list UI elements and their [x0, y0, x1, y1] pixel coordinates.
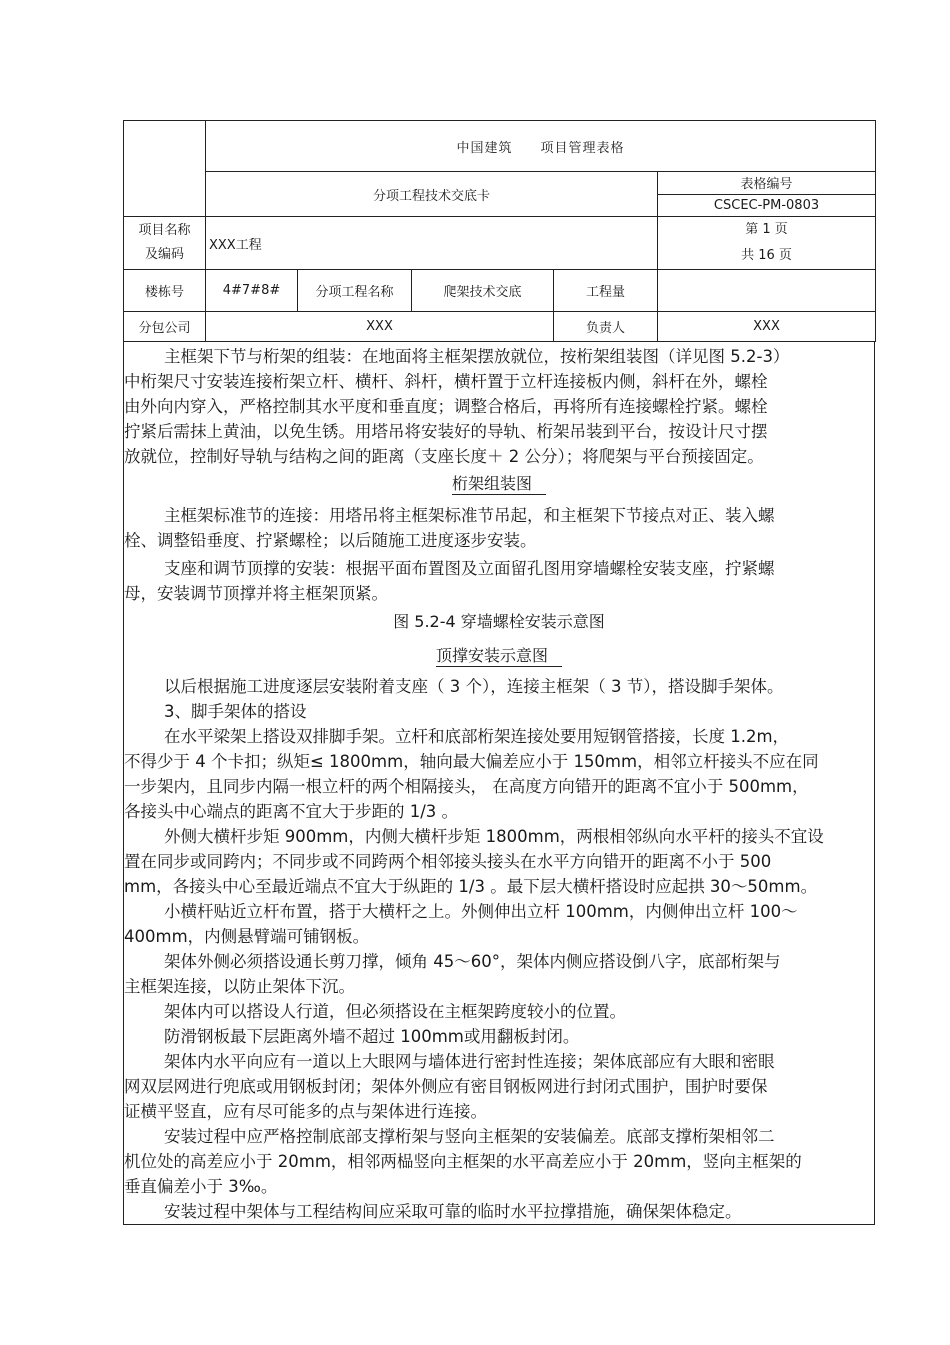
- subcontractor-label: 分包公司: [124, 312, 206, 342]
- text-line: 放就位，控制好导轨与结构之间的距离（支座长度＋ 2 公分）；将爬架与平台预接固定。: [124, 447, 764, 466]
- form-header-title: [206, 121, 876, 172]
- text-line: 拧紧后需抹上黄油，以免生锈。用塔吊将安装好的导轨、桁架吊装到平台，按设计尺寸摆: [124, 422, 768, 441]
- text-line: 架体内可以搭设人行道，但必须搭设在主框架跨度较小的位置。: [164, 1002, 626, 1021]
- subproject-label: 分项工程名称: [298, 270, 412, 312]
- text-line: 架体内水平向应有一道以上大眼网与墙体进行密封性连接；架体底部应有大眼和密眼: [164, 1052, 775, 1071]
- text-line: 安装过程中应严格控制底部支撑桁架与竖向主框架的安装偏差。底部支撑桁架相邻二: [164, 1127, 775, 1146]
- subproject-value: 爬架技术交底: [412, 270, 554, 312]
- text-line: 置在同步或同跨内；不同步或不同跨两个相邻接头接头在水平方向错开的距离不小于 500: [124, 852, 772, 871]
- text-line: 母，安装调节顶撑并将主框架顶紧。: [124, 584, 388, 603]
- text-line: 架体外侧必须搭设通长剪刀撑，倾角 45～60°，架体内侧应搭设倒八字，底部桁架与: [164, 952, 781, 971]
- building-value: 4#7#8#: [206, 270, 298, 312]
- text-line: 小横杆贴近立杆布置，搭于大横杆之上。外侧伸出立杆 100mm，内侧伸出立杆 100～: [164, 902, 798, 921]
- page-info: [658, 217, 876, 270]
- quantity-value: [658, 270, 876, 312]
- form-number-label: 表格编号: [658, 172, 876, 195]
- quantity-label: 工程量: [554, 270, 658, 312]
- text-line: 中桁架尺寸安装连接桁架立杆、横杆、斜杆，横杆置于立杆连接板内侧，斜杆在外，螺栓: [124, 372, 768, 391]
- project-label: [124, 217, 206, 270]
- text-line: 机位处的高差应小于 20mm，相邻两榀竖向主框架的水平高差应小于 20mm，竖向主框架的: [124, 1152, 802, 1171]
- text-line: 以后根据施工进度逐层安装附着支座（ 3 个），连接主框架（ 3 节），搭设脚手架体。: [164, 677, 784, 696]
- text-line: 不得少于 4 个卡扣；纵矩≤ 1800mm，轴向最大偏差应小于 150mm，相邻立杆接头不应在同: [124, 752, 819, 771]
- header-table: [123, 120, 876, 342]
- text-line: 垂直偏差小于 3‰。: [124, 1177, 278, 1196]
- building-label: 楼栋号: [124, 270, 206, 312]
- text-line: 主框架标准节的连接：用塔吊将主框架标准节吊起，和主框架下节接点对正、装入螺: [164, 506, 775, 525]
- company-name: 中国建筑: [456, 140, 513, 156]
- manager-value: XXX: [658, 312, 876, 342]
- content-body: [123, 342, 875, 1225]
- figure-caption: [124, 644, 874, 668]
- text-line: mm，各接头中心至最近端点不宜大于纵距的 1/3 。最下层大横杆搭设时应起拱 30～50mm。: [124, 877, 818, 896]
- text-line: 主框架连接，以防止架体下沉。: [124, 977, 355, 996]
- text-line: 外侧大横杆步矩 900mm，内侧大横杆步矩 1800mm，两根相邻纵向水平杆的接头不宜设: [164, 827, 824, 846]
- form-sheet: [123, 120, 875, 1225]
- top-brace-caption: 顶撑安装示意图: [436, 646, 562, 667]
- project-label-line2: 及编码: [144, 247, 184, 262]
- text-line: 网双层网进行兜底或用钢板封闭；架体外侧应有密目钢板网进行封闭式围护，围护时要保: [124, 1077, 768, 1096]
- text-line: 栓、调整铅垂度、拧紧螺栓；以后随施工进度逐步安装。: [124, 531, 537, 550]
- card-title: 分项工程技术交底卡: [206, 172, 658, 217]
- text-line: 证横平竖直，应有尽可能多的点与架体进行连接。: [124, 1102, 487, 1121]
- text-line: 400mm，内侧悬臂端可铺钢板。: [124, 927, 370, 946]
- logo-cell: [124, 121, 206, 217]
- form-title: 项目管理表格: [540, 140, 625, 156]
- manager-label: 负责人: [554, 312, 658, 342]
- figure-caption: [124, 472, 874, 496]
- project-label-line1: 项目名称: [138, 223, 191, 238]
- text-line: 防滑钢板最下层距离外墙不超过 100mm或用翻板封闭。: [164, 1027, 580, 1046]
- text-line: 一步架内，且同步内隔一根立杆的两个相隔接头， 在高度方向错开的距离不宜小于 500mm，: [124, 777, 809, 796]
- text-line: 安装过程中架体与工程结构间应采取可靠的临时水平拉撑措施，确保架体稳定。: [164, 1202, 742, 1221]
- text-line: 支座和调节顶撑的安装：根据平面布置图及立面留孔图用穿墙螺栓安装支座，拧紧螺: [164, 559, 775, 578]
- truss-assembly-caption: 桁架组装图: [452, 474, 546, 495]
- text-line: 由外向内穿入，严格控制其水平度和垂直度；调整合格后，再将所有连接螺栓拧紧。螺栓: [124, 397, 768, 416]
- project-name: XXX工程: [206, 217, 658, 270]
- page-total: 共 16 页: [741, 248, 792, 263]
- bolt-install-caption: 图 5.2-4 穿墙螺栓安装示意图: [393, 612, 605, 631]
- subcontractor-value: XXX: [206, 312, 554, 342]
- form-number: CSCEC-PM-0803: [658, 194, 876, 217]
- section-heading: 3、脚手架体的搭设: [164, 702, 307, 721]
- text-line: 在水平梁架上搭设双排脚手架。立杆和底部桁架连接处要用短钢管搭接，长度 1.2m，: [164, 727, 790, 746]
- page-current: 第 1 页: [745, 222, 788, 237]
- text-line: 各接头中心端点的距离不宜大于步距的 1/3 。: [124, 802, 459, 821]
- text-line: 主框架下节与桁架的组装：在地面将主框架摆放就位，按桁架组装图（详见图 5.2-3）: [164, 347, 790, 366]
